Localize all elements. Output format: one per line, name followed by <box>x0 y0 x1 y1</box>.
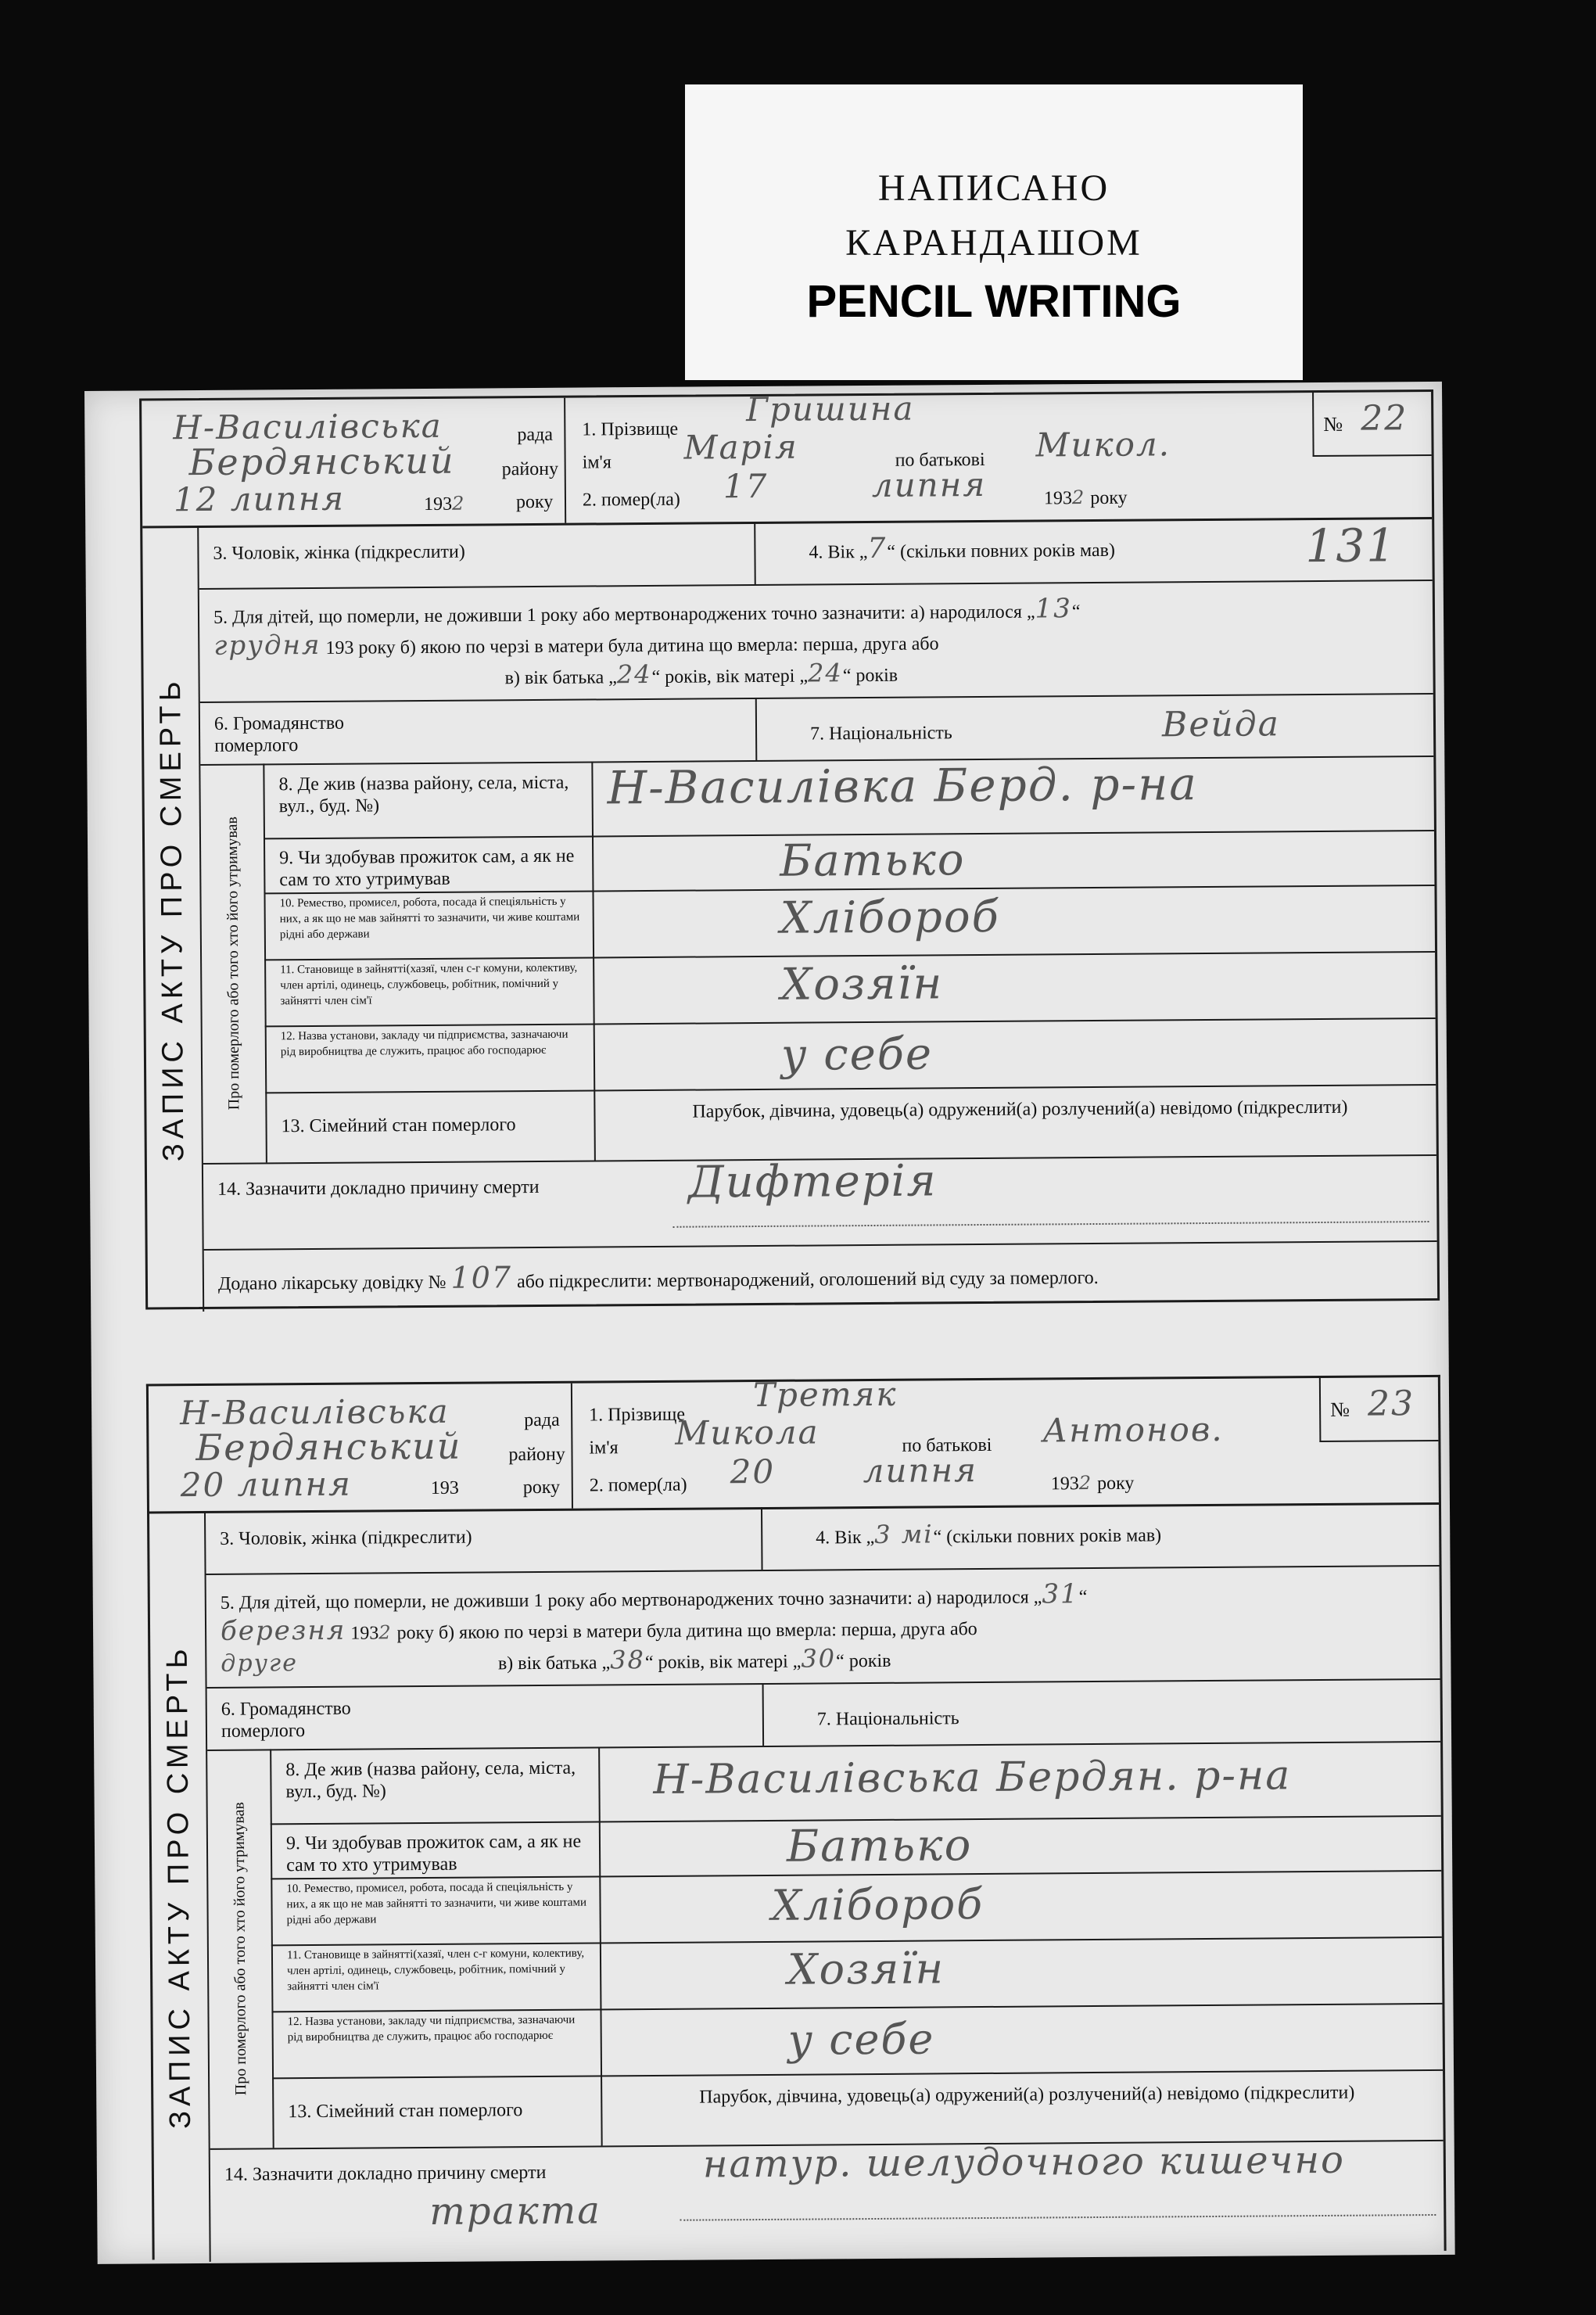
year-prefix: 1932 <box>423 492 466 515</box>
workplace-value: у себе <box>780 1028 934 1081</box>
children-line-1: 5. Для дітей, що померли, не доживши 1 року або мертвонароджених точно зазначити: а) народилося „31“ <box>220 1578 1088 1613</box>
q12-label: 12. Назва установи, закладу чи підприємства, зазначаючи рід виробництва де служить, працює або господарює <box>287 2013 576 2044</box>
died-day: 20 <box>730 1452 776 1491</box>
q8-label: 8. Де жив (назва району, села, міста, вул., буд. №) <box>285 1757 576 1803</box>
registration-date: 20 липня <box>180 1464 353 1505</box>
rayon-label: району <box>501 458 559 480</box>
died-row: 2. помер(ла) <box>589 1474 687 1496</box>
names-block <box>573 1374 1325 1509</box>
died-row: 2. помер(ла) <box>582 489 680 511</box>
side-title-panel <box>149 1511 211 2262</box>
q10-label: 10. Ремество, промисел, робота, посада й спеціяльність у них, а як що не мав зайнятті то зазначити, чи живе коштами рідні або держави <box>279 895 580 942</box>
patronymic-value: Микол. <box>1035 425 1171 465</box>
status-value: Хозяїн <box>787 1944 945 1994</box>
q8-label: 8. Де жив (назва району, села, міста, вул., буд. №) <box>278 772 569 817</box>
label-line-2: КАРАНДАШОМ <box>845 222 1142 264</box>
q14-label: 14. Зазначити докладно причину смерти <box>224 2162 547 2185</box>
district-name: Бердянський <box>188 439 455 484</box>
children-line-1: 5. Для дітей, що померли, не доживши 1 року або мертвонароджених точно зазначити: а) народилося „13“ <box>213 593 1081 628</box>
cause-value-line-2: тракта <box>429 2188 602 2234</box>
died-month: липня <box>871 465 987 504</box>
death-record-1 <box>139 389 1440 1310</box>
roku-label: року <box>515 491 554 513</box>
side-title: ЗАПИС АКТУ ПРО СМЕРТЬ <box>160 1644 198 2130</box>
death-record-2 <box>146 1375 1447 2260</box>
residence-value: Н-Василівська Бердян. р-на <box>653 1752 1292 1804</box>
year-prefix: 193 <box>430 1477 459 1498</box>
citizenship-label: 6. Громадянство померлого <box>213 712 345 756</box>
names-block <box>566 389 1318 523</box>
rada-label: рада <box>517 424 554 446</box>
q14-label: 14. Зазначити докладно причину смерти <box>217 1176 540 1200</box>
supported-by-value: Батько <box>786 1820 973 1872</box>
q13-options: Парубок, дівчина, удовець(а) одружений(а) розлучений(а) невідомо (підкреслити) <box>699 2082 1355 2108</box>
side-title-panel <box>142 526 204 1312</box>
inner-side-panel <box>200 763 267 1163</box>
record-body <box>206 1502 1444 2262</box>
sex-label: 3. Чоловік, жінка (підкреслити) <box>213 541 465 564</box>
q9-label: 9. Чи здобував прожиток сам, а як не сам то хто утримував <box>285 1831 582 1876</box>
inner-side-title: Про померлого або того хто його утримував <box>230 1801 250 2096</box>
q13-label: 13. Сімейний стан померлого <box>288 2100 523 2123</box>
record-number: № 22 <box>1312 392 1432 457</box>
label-line-1: НАПИСАНО <box>877 167 1110 209</box>
surname-row: 1. Прізвище <box>589 1404 686 1426</box>
surname-row: 1. Прізвище <box>582 418 679 440</box>
registration-date: 12 липня <box>173 479 346 519</box>
side-title: ЗАПИС АКТУ ПРО СМЕРТЬ <box>154 676 191 1161</box>
rada-label: рада <box>524 1409 560 1431</box>
residence-value: Н-Василівка Берд. р-на <box>607 757 1199 815</box>
record-number: № 23 <box>1319 1377 1439 1442</box>
died-month: липня <box>863 1451 978 1491</box>
pencil-writing-label <box>685 84 1303 380</box>
status-value: Хозяїн <box>780 958 944 1010</box>
record-header <box>149 1374 1439 1514</box>
surname-value: Третяк <box>752 1374 898 1415</box>
children-line-3: в) вік батька „24“ років, вік матері „24“ років <box>504 658 898 690</box>
children-line-3: друге в) вік батька „38“ років, вік матері „30“ років <box>221 1643 891 1678</box>
surname-value: Гришина <box>746 389 915 429</box>
q11-label: 11. Становище в зайнятті(хазяї, член с-г комуни, колективу, член артілі, одинець, службовець, робітник, помічний у зайнятті член сім'ї <box>286 1947 585 1994</box>
died-day: 17 <box>723 466 769 506</box>
record-header <box>142 389 1432 529</box>
cause-value: Дифтерія <box>687 1155 938 1208</box>
rayon-label: району <box>508 1444 565 1466</box>
children-line-2: березня 1932 року б) якою по черзі в матери була дитина що вмерла: перша, друга або <box>220 1614 977 1647</box>
occupation-value: Хлібороб <box>771 1879 984 1930</box>
workplace-value: у себе <box>787 2014 935 2065</box>
nationality-value: Вейда <box>1161 704 1281 745</box>
patronymic-value: Антонов. <box>1042 1409 1224 1450</box>
record-body <box>199 517 1437 1312</box>
age-row: 4. Вік „3 мі“ (скільки повних років мав) <box>816 1519 1162 1549</box>
q13-options: Парубок, дівчина, удовець(а) одружений(а) розлучений(а) невідомо (підкреслити) <box>692 1096 1348 1122</box>
name-value: Микола <box>675 1412 820 1452</box>
sex-label: 3. Чоловік, жінка (підкреслити) <box>220 1527 472 1549</box>
council-block <box>149 1384 573 1512</box>
citizenship-label: 6. Громадянство померлого <box>221 1698 351 1742</box>
inner-side-panel <box>207 1749 274 2148</box>
q9-label: 9. Чи здобував прожиток сам, а як не сам то хто утримував <box>279 845 575 891</box>
occupation-value: Хлібороб <box>780 891 1001 944</box>
council-name: Н-Василівська <box>179 1391 450 1433</box>
patronymic-label: по батькові <box>902 1434 992 1456</box>
supported-by-value: Батько <box>779 834 966 887</box>
q12-label: 12. Назва установи, закладу чи підприємства, зазначаючи рід виробництва де служить, працює або господарює <box>280 1028 568 1059</box>
died-year: 1932 року <box>1043 486 1128 509</box>
name-row: ім'я <box>589 1437 619 1459</box>
q13-label: 13. Сімейний стан померлого <box>281 1114 516 1137</box>
label-line-3: PENCIL WRITING <box>806 276 1182 327</box>
margin-note: 131 <box>1305 519 1397 573</box>
name-row: ім'я <box>582 452 612 473</box>
q11-label: 11. Становище в зайнятті(хазяї, член с-г комуни, колективу, член артілі, одинець, службовець, робітник, помічний у зайнятті член сім'ї <box>280 961 578 1008</box>
q10-label: 10. Ремество, промисел, робота, посада й спеціяльність у них, а як що не мав зайнятті то зазначити, чи живе коштами рідні або держави <box>286 1880 587 1927</box>
cause-value-line-1: натур. шелудочного кишечно <box>702 2137 1346 2187</box>
inner-side-title: Про померлого або того хто його утримував <box>223 817 243 1111</box>
document-paper <box>84 382 1455 2264</box>
died-year: 1932 року <box>1050 1472 1135 1495</box>
nationality-label: 7. Національність <box>809 723 952 745</box>
roku-label: року <box>522 1477 561 1498</box>
council-block <box>142 398 566 526</box>
patronymic-label: по батькові <box>895 449 985 471</box>
age-row: 4. Вік „7“ (скільки повних років мав) <box>809 532 1116 565</box>
nationality-label: 7. Національність <box>816 1708 959 1730</box>
certificate-row: Додано лікарську довідку № 107 або підкреслити: мертвонароджений, оголошений від суду за померлого. <box>217 1260 1099 1295</box>
children-line-2: грудня 193 року б) якою по черзі в матери була дитина що вмерла: перша, друга або <box>213 629 939 662</box>
name-value: Марія <box>683 427 798 467</box>
council-name: Н-Василівська <box>173 406 443 447</box>
district-name: Бердянський <box>195 1424 462 1470</box>
